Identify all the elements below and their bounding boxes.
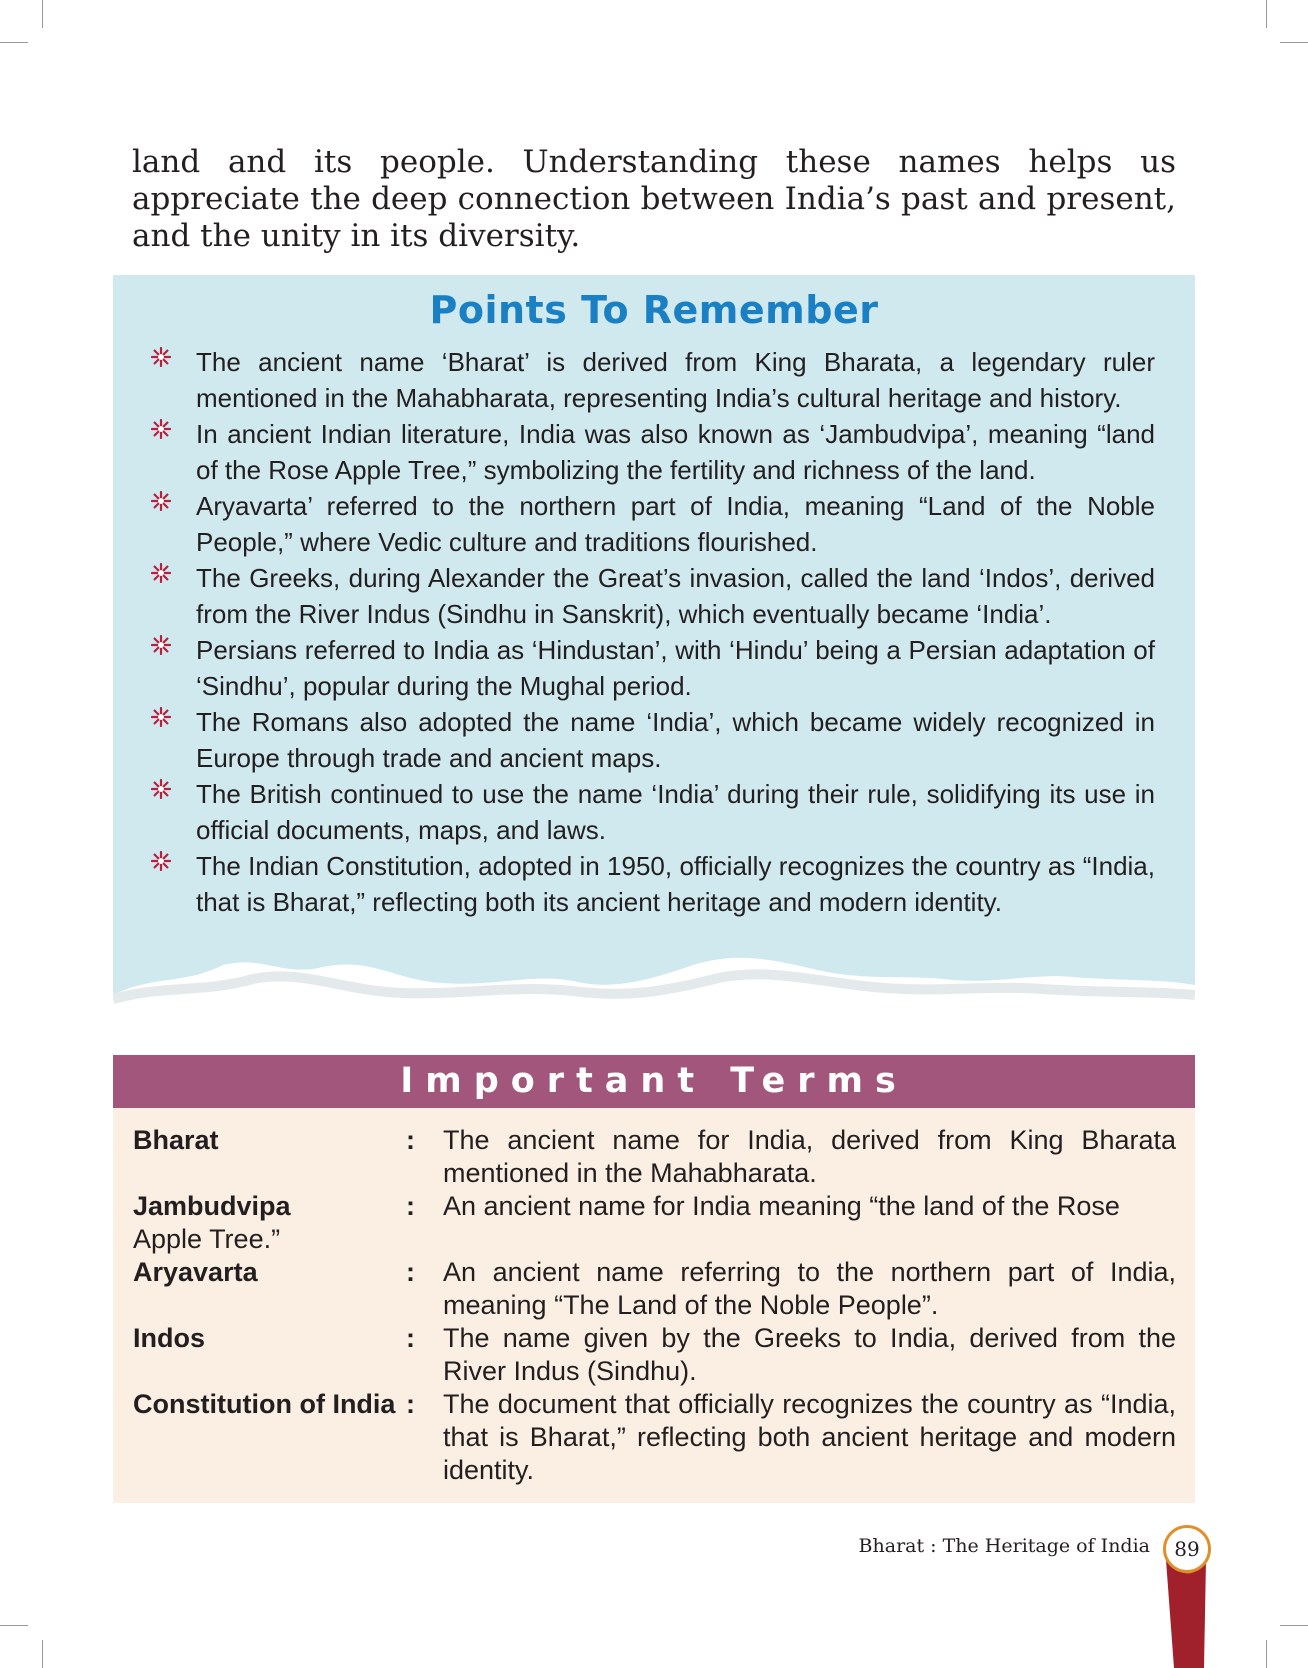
term-definition: The document that officially recognizes the country as “India, that is Bharat,” reflecting both ancient heritage and modern identity. bbox=[443, 1389, 1176, 1485]
term-row bbox=[133, 1256, 1176, 1322]
term-name: Constitution of India bbox=[133, 1389, 396, 1419]
list-item bbox=[150, 848, 1155, 920]
flower-bullet-icon bbox=[150, 778, 172, 800]
flower-bullet-icon bbox=[150, 418, 172, 440]
list-item bbox=[150, 560, 1155, 632]
crop-mark bbox=[0, 1625, 28, 1626]
term-row bbox=[133, 1322, 1176, 1388]
term-name: Aryavarta bbox=[133, 1257, 258, 1287]
point-text: The Greeks, during Alexander the Great’s invasion, called the land ‘Indos’, derived from the River Indus (Sindhu in Sanskrit), which eventually became ‘India’. bbox=[196, 563, 1155, 629]
point-text: The Indian Constitution, adopted in 1950, officially recognizes the country as “India, that is Bharat,” reflecting both its ancient heritage and modern identity. bbox=[196, 851, 1155, 917]
term-definition-continuation: Apple Tree.” bbox=[133, 1224, 281, 1254]
term-separator: : bbox=[406, 1323, 415, 1353]
list-item bbox=[150, 704, 1155, 776]
important-terms-title: Important Terms bbox=[113, 1055, 1195, 1108]
terms-list bbox=[133, 1124, 1176, 1487]
crop-mark bbox=[42, 1640, 43, 1668]
term-name: Bharat bbox=[133, 1125, 219, 1155]
intro-paragraph: land and its people. Understanding these names helps us appreciate the deep connection between India’s past and present, and the unity in its diversity. bbox=[132, 144, 1176, 254]
term-definition: The name given by the Greeks to India, derived from the River Indus (Sindhu). bbox=[443, 1323, 1176, 1386]
flower-bullet-icon bbox=[150, 850, 172, 872]
crop-mark bbox=[0, 42, 28, 43]
term-row bbox=[133, 1190, 1176, 1256]
term-separator: : bbox=[406, 1125, 415, 1155]
term-row bbox=[133, 1124, 1176, 1190]
torn-paper-edge bbox=[113, 935, 1195, 1045]
list-item bbox=[150, 632, 1155, 704]
points-to-remember-title: Points To Remember bbox=[429, 288, 879, 332]
point-text: The Romans also adopted the name ‘India’, which became widely recognized in Europe through trade and ancient maps. bbox=[196, 707, 1155, 773]
point-text: The ancient name ‘Bharat’ is derived from King Bharata, a legendary ruler mentioned in the Mahabharata, representing India’s cultural heritage and history. bbox=[196, 347, 1155, 413]
term-separator: : bbox=[406, 1257, 415, 1287]
crop-mark bbox=[1266, 0, 1267, 28]
running-footer-title: Bharat : The Heritage of India bbox=[858, 1535, 1150, 1557]
list-item bbox=[150, 416, 1155, 488]
term-separator: : bbox=[406, 1191, 415, 1221]
list-item bbox=[150, 488, 1155, 560]
term-definition: An ancient name referring to the northern part of India, meaning “The Land of the Noble People”. bbox=[443, 1257, 1176, 1320]
term-name: Jambudvipa bbox=[133, 1191, 291, 1221]
flower-bullet-icon bbox=[150, 706, 172, 728]
points-list bbox=[150, 344, 1155, 920]
term-separator: : bbox=[406, 1389, 415, 1419]
point-text: Persians referred to India as ‘Hindustan’, with ‘Hindu’ being a Persian adaptation of ‘Sindhu’, popular during the Mughal period. bbox=[196, 635, 1155, 701]
point-text: In ancient Indian literature, India was also known as ‘Jambudvipa’, meaning “land of the Rose Apple Tree,” symbolizing the fertility and richness of the land. bbox=[196, 419, 1155, 485]
list-item bbox=[150, 344, 1155, 416]
crop-mark bbox=[1266, 1640, 1267, 1668]
flower-bullet-icon bbox=[150, 634, 172, 656]
page-number: 89 bbox=[1163, 1525, 1211, 1573]
term-row bbox=[133, 1388, 1176, 1487]
term-definition: An ancient name for India meaning “the land of the Rose bbox=[443, 1191, 1120, 1221]
flower-bullet-icon bbox=[150, 346, 172, 368]
list-item bbox=[150, 776, 1155, 848]
flower-bullet-icon bbox=[150, 562, 172, 584]
crop-mark bbox=[1280, 42, 1308, 43]
term-definition: The ancient name for India, derived from King Bharata mentioned in the Mahabharata. bbox=[443, 1125, 1176, 1188]
crop-mark bbox=[1280, 1625, 1308, 1626]
term-name: Indos bbox=[133, 1323, 205, 1353]
point-text: Aryavarta’ referred to the northern part of India, meaning “Land of the Noble People,” where Vedic culture and traditions flourished. bbox=[196, 491, 1155, 557]
point-text: The British continued to use the name ‘India’ during their rule, solidifying its use in official documents, maps, and laws. bbox=[196, 779, 1155, 845]
flower-bullet-icon bbox=[150, 490, 172, 512]
crop-mark bbox=[42, 0, 43, 28]
